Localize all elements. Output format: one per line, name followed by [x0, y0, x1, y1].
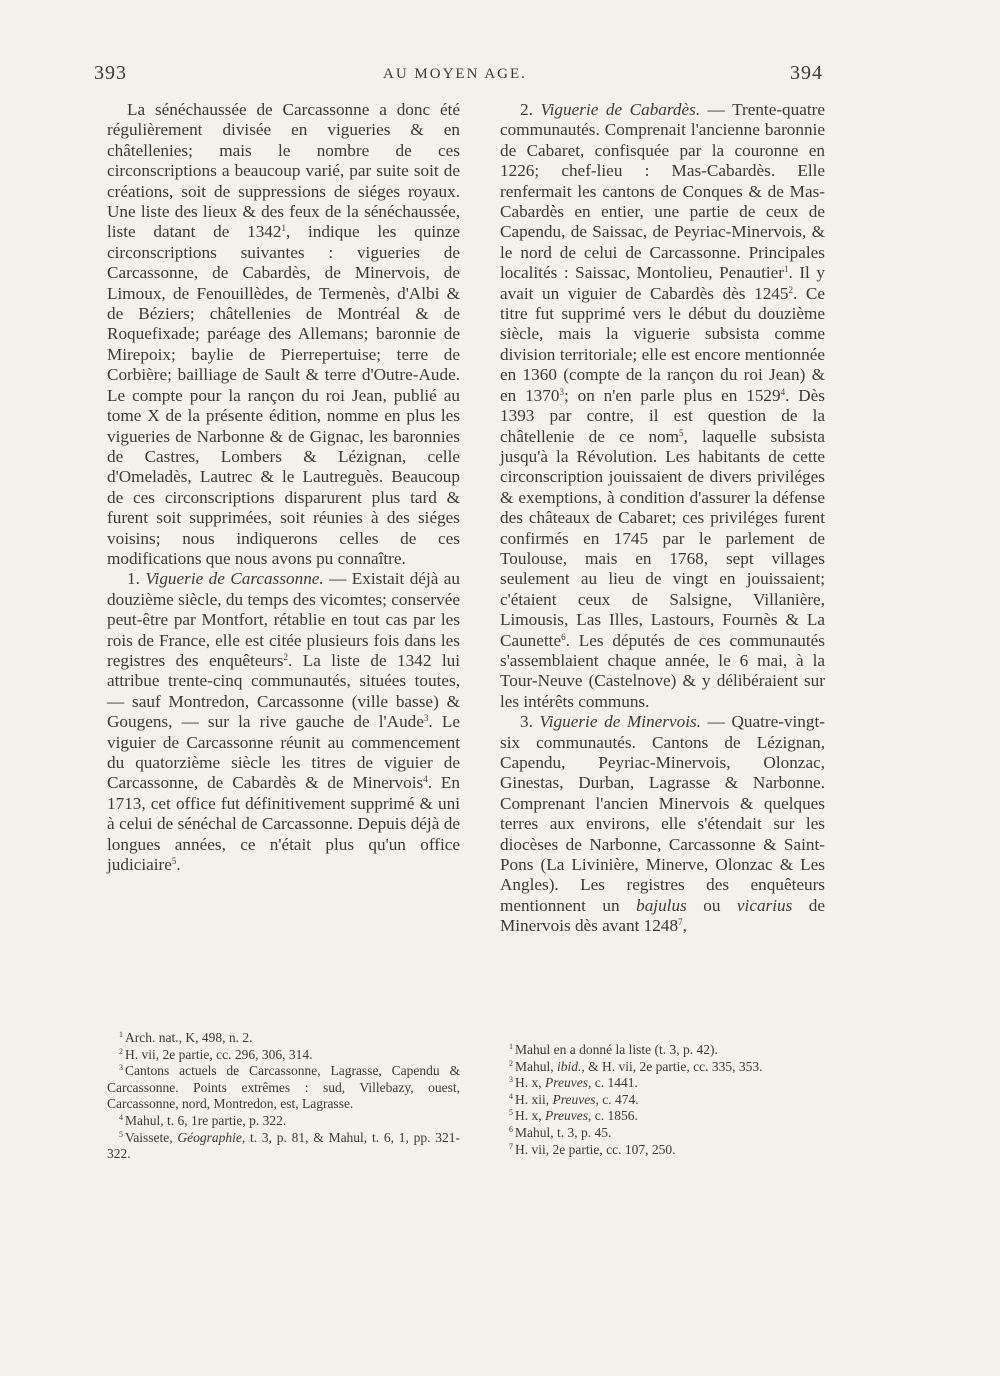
footnote-ref: 5 — [171, 856, 177, 867]
footnote: $^4$ H. xii, Preuves, c. 474. — [509, 1091, 639, 1107]
footnote-ref: 7 — [678, 917, 683, 928]
section-title: Viguerie de Carcassonne. — [145, 569, 324, 589]
footnotes-left — [107, 1030, 460, 1163]
footnote: $^6$ Mahul, t. 3, p. 45. — [509, 1124, 612, 1140]
footnote: $^7$ H. vii, 2e partie, cc. 107, 250. — [509, 1141, 676, 1157]
footnote: $^3$ Cantons actuels de Carcassonne, Lagrasse, Capendu & Carcassonne. Points extrêmes : sud, Villebazy, ouest, Carcassonne, nord, Montredon, est, Lagrasse. — [107, 1063, 460, 1112]
footnote-ref: 4 — [423, 774, 428, 785]
right-column — [500, 100, 825, 937]
footnote: $^1$ Mahul en a donné la liste (t. 3, p. 42). — [509, 1042, 718, 1057]
page-number-left: 393 — [94, 62, 127, 84]
paragraph-intro: La sénéchaussée de Carcassonne a donc été régulièrement divisée en vigueries & en châtellenies; mais le nombre de ces circonscriptions a beaucoup varié, par suite soit de créations, soit de suppressions de siéges royaux. Une liste des lieux & des feux de la sénéchaussée, liste datant de 1342$^1$, indique les quinze circonscriptions suivantes : vigueries de Carcassonne, de Cabardès, de Minervois, de Limoux, de Fenouillèdes, de Termenès, d'Albi & de Béziers; châtellenies de Montréal & de Roquefixade; paréage des Allemans; baronnie de Mirepoix; baylie de Pierrepertuise; terre de Corbière; bailliage de Sault & terre d'Outre-Aude. Le compte pour la rançon du roi Jean, publié au tome X de la présente édition, nomme en plus les vigueries de Narbonne & de Gignac, les baronnies de Castres, Lombers & Lézignan, celle d'Omeladès, Lautrec & le Lautreguès. Beaucoup de ces circonscriptions disparurent plus tard & furent soit supprimées, soit réunies à des siéges voisins; nous indiquerons celles de ces modifications que nous avons pu connaître. — [107, 100, 460, 568]
footnotes-right — [497, 1042, 827, 1158]
paragraph-viguerie-cabardes: 2. Viguerie de Cabardès. — Trente-quatre communautés. Comprenait l'ancienne baronnie de Cabaret, confisquée par la couronne en 1226; chef-lieu : Mas-Cabardès. Elle renfermait les cantons de Conques & de Mas-Cabardès en entier, une partie de ceux de Capendu, de Saissac, de Peyriac-Minervois, & le nord de celui de Carcassonne. Principales localités : Saissac, Montolieu, Penautier$^1$. Il y avait un viguier de Cabardès dès 1245$^2$. Ce titre fut supprimé vers le début du douzième siècle, mais la viguerie subsista comme division territoriale; elle est encore mentionnée en 1360 (compte de la rançon du roi Jean) & en 1370$^3$; on n'en parle plus en 1529$^4$. Dès 1393 par contre, il est question de la châtellenie de ce nom$^5$, laquelle subsista jusqu'à la Révolution. Les habitants de cette circonscription jouissaient de divers priviléges & exemptions, à condition d'assurer la défense des châteaux de Cabaret; ces priviléges furent confirmés en 1745 par le parlement de Toulouse, mais en 1768, sept villages seulement au lieu de vingt en jouissaient; c'étaient ceux de Salsigne, Villanière, Limousis, Las Illes, Lastours, Fournès & La Caunette$^6$. Les députés de ces communautés s'assemblaient chaque année, le 6 mai, à la Tour-Neuve (Castelnove) & y délibéraient sur les intérêts communs. — [500, 100, 826, 711]
footnote: $^5$ Vaissete, Géographie, t. 3, p. 81, & Mahul, t. 6, 1, pp. 321-322. — [107, 1129, 460, 1162]
paragraph-viguerie-minervois: 3. Viguerie de Minervois. — Quatre-vingt-six communautés. Cantons de Lézignan, Capendu, Peyriac-Minervois, Olonzac, Ginestas, Durban, Lagrasse & Narbonne. Comprenant l'ancien Minervois & quelques terres aux environs, elle s'étendait sur les diocèses de Narbonne, Carcassonne & Saint-Pons (La Livinière, Minerve, Olonzac & Les Angles). Les registres des enquêteurs mentionnent un bajulus ou vicarius de Minervois dès avant 1248$^7$, — [500, 712, 826, 936]
footnote: $^1$ Arch. nat., K, 498, n. 2. — [119, 1030, 253, 1045]
section-title: Viguerie de Minervois. — [539, 712, 701, 732]
footnote-ref: 1 — [281, 223, 286, 234]
footnote-ref: 1 — [783, 264, 789, 275]
footnote-ref: 5 — [679, 427, 684, 438]
left-column — [107, 100, 460, 875]
paragraph-viguerie-carcassonne: 1. Viguerie de Carcassonne. — Existait déjà au douzième siècle, du temps des vicomtes; conservée peut-être par Montfort, rétablie en tout cas par les rois de France, elle est citée plusieurs fois dans les registres des enquêteurs$^2$. La liste de 1342 lui attribue trente-cinq communautés, situées toutes, — sauf Montredon, Carcassonne (ville basse) & Gougens, — sur la rive gauche de l'Aude$^3$. Le viguier de Carcassonne réunit au commencement du quatorzième siècle les titres de viguier de Carcassonne, de Cabardès & de Minervois$^4$. En 1713, cet office fut définitivement supprimé & uni à celui de sénéchal de Carcassonne. Depuis déjà de longues années, ce n'était plus qu'un office judiciaire$^5$. — [107, 569, 461, 875]
footnote-ref: 3 — [423, 713, 429, 724]
footnote: $^2$ Mahul, ibid., & H. vii, 2e partie, cc. 335, 353. — [509, 1058, 763, 1074]
footnote: $^4$ Mahul, t. 6, 1re partie, p. 322. — [119, 1112, 287, 1128]
page-number-right: 394 — [790, 62, 823, 84]
running-title: AU MOYEN AGE. — [383, 66, 527, 82]
footnote-ref: 2 — [788, 284, 793, 295]
section-title: Viguerie de Cabardès. — [540, 100, 701, 119]
footnote: $^2$ H. vii, 2e partie, cc. 296, 306, 314. — [119, 1046, 313, 1062]
footnote-ref: 6 — [561, 631, 566, 642]
footnote-ref: 4 — [780, 386, 786, 397]
footnote: $^5$ H. x, Preuves, c. 1856. — [509, 1108, 638, 1124]
footnote-ref: 2 — [283, 651, 288, 662]
footnote-ref: 3 — [559, 386, 564, 397]
footnote: $^3$ H. x, Preuves, c. 1441. — [509, 1075, 638, 1091]
